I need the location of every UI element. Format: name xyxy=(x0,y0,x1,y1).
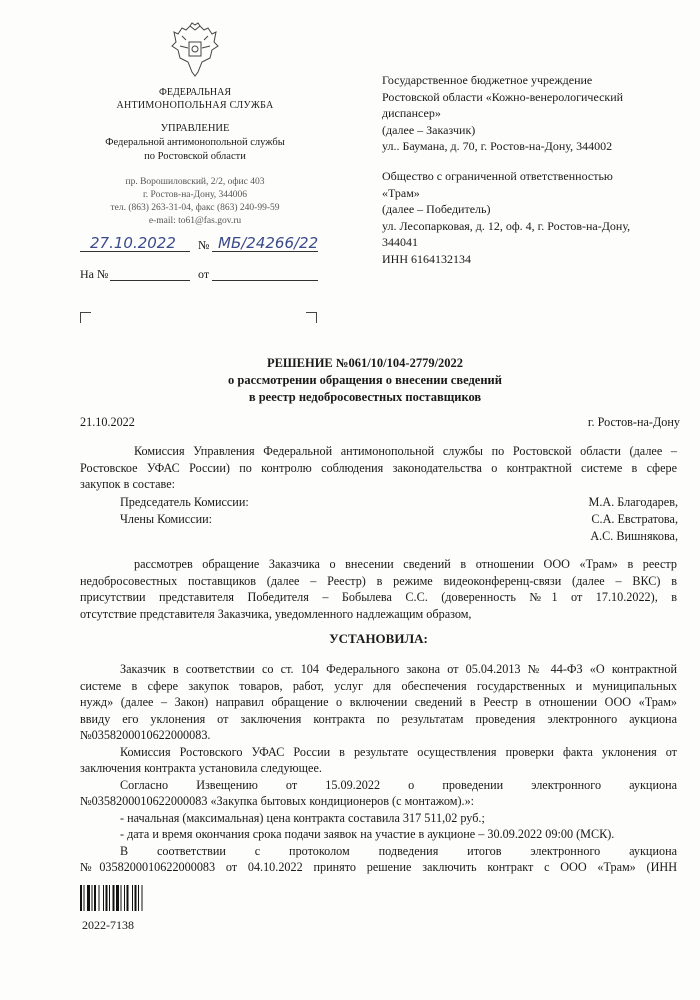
customer-line2: Ростовской области «Кожно-венерологический xyxy=(382,89,624,104)
winner-inn: ИНН 6164132134 xyxy=(382,251,471,266)
p3-line1: Согласно Извещению от 15.09.2022 о проведении электронного аукциона xyxy=(120,777,677,792)
decision-number: РЕШЕНИЕ №061/10/104-2779/2022 xyxy=(266,356,464,370)
dept-line2: по Ростовской области xyxy=(144,151,246,162)
decision-subject-line1: о рассмотрении обращения о внесении сведений xyxy=(228,373,502,387)
outgoing-number: МБ/24266/22 xyxy=(218,234,319,252)
commission-intro-line3: закупок в составе: xyxy=(80,477,176,491)
outgoing-date: 27.10.2022 xyxy=(90,234,176,252)
p1-line2: системе в сфере закупок товаров, работ, услуг для обеспечения государственных и муниципальных xyxy=(80,678,677,693)
p1-line4: ввиду его уклонения от заключения контракта по результатам проведения электронного аукциона xyxy=(80,711,677,726)
dept-line1: Федеральной антимонопольной службы xyxy=(105,137,285,148)
org-name-line1: ФЕДЕРАЛЬНАЯ xyxy=(158,87,232,98)
considered-paragraph xyxy=(80,556,677,622)
commission-intro xyxy=(80,443,677,493)
customer-address: ул.. Баумана, д. 70, г. Ростов-на-Дону, 344002 xyxy=(382,139,613,153)
chair-label: Председатель Комиссии: xyxy=(120,495,249,509)
barcode xyxy=(80,885,166,911)
commission-intro-line2: Ростовское УФАС России) по контролю соблюдения законодательства о контрактной системе в сфере xyxy=(80,460,677,475)
p1-line5: №0358200010622000083. xyxy=(80,728,211,742)
customer-line1: Государственное бюджетное учреждение xyxy=(382,73,593,87)
reply-to-label: На № xyxy=(80,267,109,281)
established-heading: УСТАНОВИЛА: xyxy=(329,631,428,646)
considered-line3: присутствии представителя Победителя – Бобылева С.С. (доверенность №1 от 17.10.2022), в xyxy=(80,590,677,604)
outgoing-number-label: № xyxy=(198,238,210,252)
considered-line4: отсутствие представителя Заказчика, уведомленного надлежащим образом, xyxy=(80,606,472,621)
member-2: А.С. Вишнякова, xyxy=(590,529,678,543)
coat-of-arms-emblem xyxy=(168,22,222,78)
sender-address-line1: пр. Ворошиловский, 2/2, офис 403 xyxy=(125,177,265,187)
reply-to-underline xyxy=(110,280,190,281)
p2-line2: заключения контракта установила следующее. xyxy=(80,761,322,775)
chair-name: М.А. Благодарев, xyxy=(588,495,678,509)
p1-line3: нужд» (далее – Закон) направил обращение о включении сведений в Реестр в отношении ООО «Трам» xyxy=(80,695,677,709)
decision-city: г. Ростов-на-Дону xyxy=(587,415,680,429)
outgoing-number-underline xyxy=(212,251,318,252)
p2-line1: Комиссия Ростовского УФАС России в результате осуществления проверки факта уклонения от xyxy=(120,744,677,759)
decision-subject-line2: в реестр недобросовестных поставщиков xyxy=(248,390,482,404)
p3-bullet2: - дата и время окончания срока подачи заявок на участие в аукционе – 30.09.2022 09:00 (МСК). xyxy=(120,827,615,841)
considered-line1: рассмотрев обращение Заказчика о внесении сведений в отношении ООО «Трам» в реестр xyxy=(134,557,677,571)
decision-date: 21.10.2022 xyxy=(80,415,135,429)
sender-phone: тел. (863) 263-31-04, факс (863) 240-99-59 xyxy=(110,203,280,213)
sender-block xyxy=(80,86,310,228)
winner-line2: «Трам» xyxy=(382,185,420,200)
established-body xyxy=(80,661,677,876)
p3-bullet1: - начальная (максимальная) цена контракта составила 317 511,02 руб.; xyxy=(120,810,485,825)
commission-intro-line1: Комиссия Управления Федеральной антимонопольной службы по Ростовской области (далее – xyxy=(134,444,677,458)
recipient-winner xyxy=(382,168,682,267)
customer-line3: диспансер» xyxy=(382,106,441,120)
sender-email: e-mail: to61@fas.gov.ru xyxy=(148,216,242,226)
p1-line1: Заказчик в соответствии со ст. 104 Федерального закона от 05.04.2013 № 44-ФЗ «О контрактной xyxy=(120,662,677,676)
dept-title: УПРАВЛЕНИЕ xyxy=(160,123,230,134)
reply-date-underline xyxy=(212,280,318,281)
customer-line4: (далее – Заказчик) xyxy=(382,122,476,137)
winner-postcode: 344041 xyxy=(382,235,418,249)
winner-address: ул. Лесопарковая, д. 12, оф. 4, г. Ростов-на-Дону, xyxy=(382,218,631,233)
recipient-customer xyxy=(382,72,682,155)
left-corner-bracket xyxy=(80,312,91,323)
right-corner-bracket xyxy=(306,312,317,323)
barcode-number: 2022-7138 xyxy=(82,918,134,932)
p3-line2: №0358200010622000083 «Закупка бытовых кондиционеров (с монтажом).»: xyxy=(80,794,475,808)
reply-date-label: от xyxy=(198,267,210,281)
winner-line3: (далее – Победитель) xyxy=(382,202,491,216)
outgoing-date-underline xyxy=(80,251,190,252)
winner-line1: Общество с ограниченной ответственностью xyxy=(382,169,613,183)
p4-line2: №0358200010622000083 от 04.10.2022 принято решение заключить контракт с ООО «Трам» (ИНН xyxy=(80,860,677,874)
members-label: Члены Комиссии: xyxy=(120,512,213,526)
member-1: С.А. Евстратова, xyxy=(591,512,678,526)
sender-address-line2: г. Ростов-на-Дону, 344006 xyxy=(142,190,248,200)
org-name-line2: АНТИМОНОПОЛЬНАЯ СЛУЖБА xyxy=(116,100,274,111)
decision-title xyxy=(150,355,580,406)
considered-line2: недобросовестных поставщиков (далее – Реестр) в режиме видеоконференц-связи (далее – ВКС) в xyxy=(80,573,677,588)
p4-line1: В соответствии с протоколом подведения итогов электронного аукциона xyxy=(120,843,677,858)
